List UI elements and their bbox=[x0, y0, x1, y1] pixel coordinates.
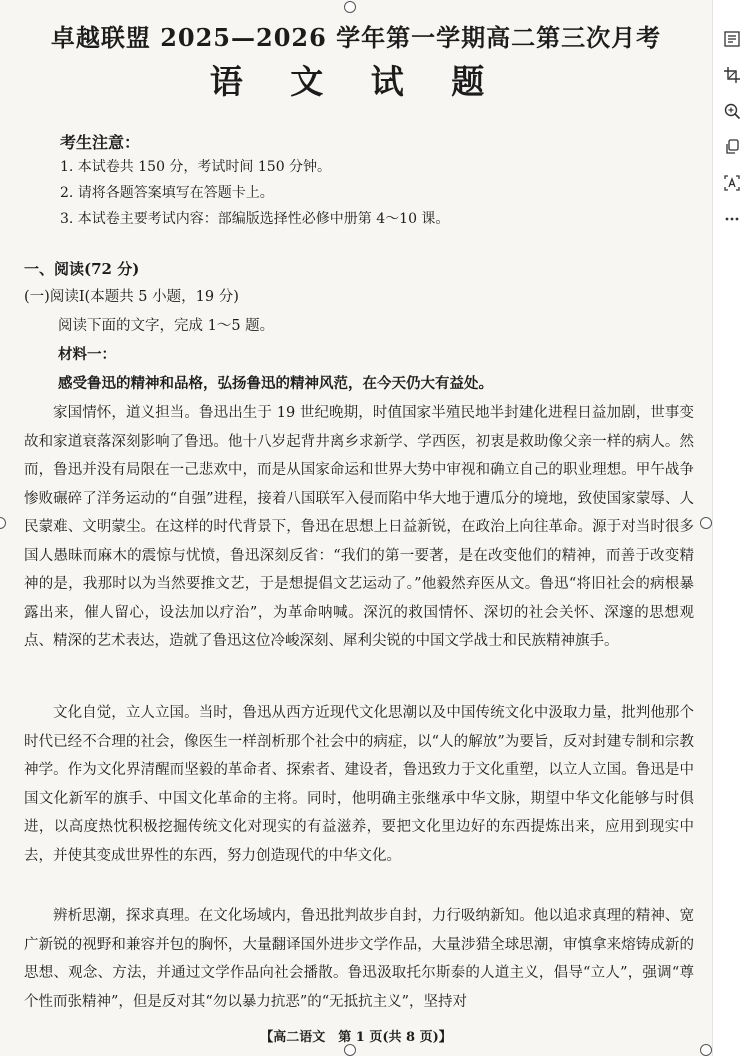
side-toolbar bbox=[712, 0, 751, 1056]
binding-hole bbox=[344, 1, 356, 13]
material-lead: 感受鲁迅的精神和品格，弘扬鲁迅的精神风范，在今天仍大有益处。 bbox=[58, 375, 493, 392]
notice-list bbox=[60, 154, 449, 232]
notice-item: 3. 本试卷主要考试内容：部编版选择性必修中册第 4～10 课。 bbox=[60, 211, 450, 227]
binding-hole bbox=[700, 517, 712, 529]
subject-title: 语 文 试 题 bbox=[209, 62, 503, 101]
zoom-in-button[interactable] bbox=[720, 99, 744, 123]
paragraph: 家国情怀，道义担当。鲁迅出生于 19 世纪晚期，时值国家半殖民地半封建化进程日益加剧，世事变故和家道衰落深刻影响了鲁迅。他十八岁起背井离乡求新学、学西医，初衷是救助像父亲一样的病人。然而，鲁迅并没有局限在一己悲欢中，而是从国家命运和世界大势中审视和确立自己的职业理想。甲午战争惨败碾碎了洋务运动的“自强”进程，接着八国联军入侵而陷中华大地于遭瓜分的境地，致使国家蒙辱、人民蒙难、文明蒙尘。在这样的时代背景下，鲁迅在思想上日益新锐，在政治上向往革命。源于对当时很多国人愚昧而麻木的震惊与忧愤，鲁迅深刻反省：“我们的第一要著，是在改变他们的精神，而善于改变精神的是，我那时以为当然要推文艺，于是想提倡文艺运动了。”他毅然弃医从文。鲁迅“将旧社会的病根暴露出来，催人留心，设法加以疗治”，为革命呐喊。深沉的救国情怀、深切的社会关怀、深邃的思想观点、精深的艺术表达，造就了鲁迅这位冷峻深刻、犀利尖锐的中国文学战士和民族精神旗手。 bbox=[24, 405, 694, 649]
notice-heading: 考生注意： bbox=[60, 133, 141, 152]
copy-icon bbox=[723, 138, 741, 156]
notice-item: 2. 请将各题答案填写在答题卡上。 bbox=[60, 185, 274, 201]
zoom-in-icon bbox=[723, 102, 741, 120]
translate-icon bbox=[723, 174, 741, 192]
translate-button[interactable] bbox=[720, 171, 744, 195]
binding-hole bbox=[700, 1044, 712, 1056]
text-extract-button[interactable] bbox=[720, 27, 744, 51]
binding-hole bbox=[344, 1044, 356, 1056]
binding-hole bbox=[0, 517, 6, 529]
instruction: 阅读下面的文字，完成 1～5 题。 bbox=[58, 318, 275, 334]
exam-title: 卓越联盟 2025—2026 学年第一学期高二第三次月考 bbox=[50, 23, 662, 52]
material-label: 材料一： bbox=[58, 346, 116, 363]
copy-button[interactable] bbox=[720, 135, 744, 159]
notice-item: 1. 本试卷共 150 分，考试时间 150 分钟。 bbox=[60, 159, 332, 175]
subsection-heading: (一)阅读Ⅰ(本题共 5 小题，19 分) bbox=[24, 289, 239, 305]
section-heading: 一、阅读(72 分) bbox=[24, 260, 140, 278]
text-extract-icon bbox=[723, 30, 741, 48]
crop-icon bbox=[723, 66, 741, 84]
paragraph: 文化自觉，立人立国。当时，鲁迅从西方近现代文化思潮以及中国传统文化中汲取力量，批判他那个时代已经不合理的社会，像医生一样剖析那个社会中的病症，以“人的解放”为要旨，反对封建专制和宗教神学。作为文化界清醒而坚毅的革命者、探索者、建设者，鲁迅致力于文化重塑，以立人立国。鲁迅是中国文化新军的旗手、中国文化革命的主将。同时，他明确主张继承中华文脉，期望中华文化能够与时俱进，以高度热忱积极挖掘传统文化对现实的有益滋养，要把文化里边好的东西提炼出来，应用到现实中去，并使其变成世界性的东西，努力创造现代的中华文化。 bbox=[24, 705, 694, 864]
paragraph: 辨析思潮，探求真理。在文化场域内，鲁迅批判故步自封，力行吸纳新知。他以追求真理的精神、宽广新锐的视野和兼容并包的胸怀，大量翻译国外进步文学作品，大量涉猎全球思潮，审慎拿来熔铸成新的思想、观念、方法，并通过文学作品向社会播散。鲁迅汲取托尔斯泰的人道主义，倡导“立人”，强调“尊个性而张精神”，但是反对其“勿以暴力抗恶”的“无抵抗主义”，坚持对 bbox=[24, 908, 694, 1010]
crop-button[interactable] bbox=[720, 63, 744, 87]
more-icon bbox=[723, 210, 741, 228]
page-footer: 【高二语文 第 1 页(共 8 页)】 bbox=[260, 1030, 452, 1045]
more-button[interactable] bbox=[720, 207, 744, 231]
